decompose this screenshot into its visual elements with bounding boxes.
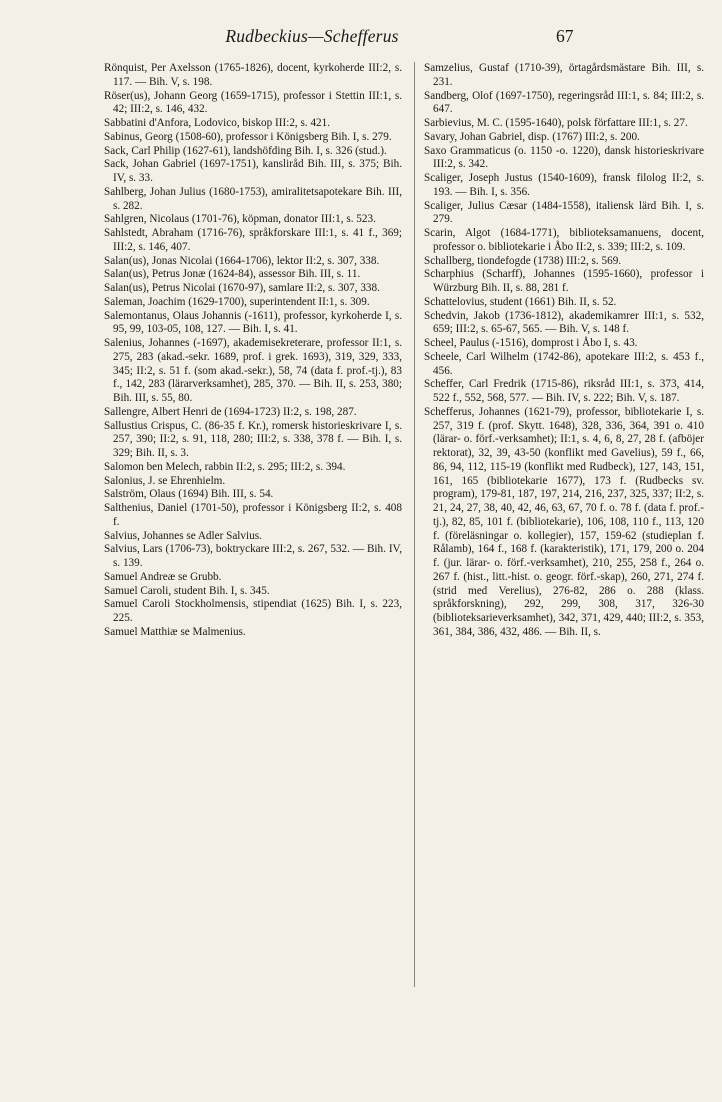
left-column [104,62,402,640]
index-entry: Samuel Caroli, student Bih. I, s. 345. [104,584,270,597]
index-entry: Schefferus, Johannes (1621-79), professor, bibliotekarie I, s. 257, 319 f. (prof. Skytt. 1648), 328, 336, 364, 391 o. 410 (lärar- o. förf.-verksamhet); II:1, s. 4, 6, 8, 27, 28 f. (afböjer rektorat), 32, 39, 43-50 (konflikt med Gavelius), 59 f., 66, 86, 94, 112, 115-19 (konflikt med Rudbeck), 127, 143, 151, 161, 165 (bibliotekarie 1677), 173 f. (Rudbecks sv. program), 179-81, 187, 197, 214, 216, 237, 325, 337; II:2, s. 21, 24, 27, 38, 40, 42, 46, 63, 67, 70 f. o. 78 f. (data f. prof.-tj.), 82, 85, 101 f. (bibliotekarie), 106, 108, 110 f., 113, 120 f. (föreläsningar o. kollegier), 157, 159-62 (studieplan f. Rålamb), 164 f., 168 f. (karakteristik), 171, 179, 200 o. 204 f. (jur. lärar- o. förf.-verksamhet), 210, 255, 258 f., 264 o. 267 f. (hist., litt.-hist. o. geogr. förf.-skap), 260, 271, 274 f. (strid med Verelius), 276-82, 286 o. 288 (klass. språkforskning), 292, 299, 308, 317, 326-30 (biblioteksarieverksamhet), 342, 371, 429, 440; III:2, s. 353, 361, 384, 386, 432, 486. — Bih. II, s. [424,405,704,638]
index-entry: Savary, Johan Gabriel, disp. (1767) III:2, s. 200. [424,130,640,143]
index-entry: Sabbatini d'Anfora, Lodovico, biskop III:2, s. 421. [104,117,331,129]
column-divider [414,62,415,987]
index-entry: Röser(us), Johann Georg (1659-1715), professor i Stettin III:1, s. 42; III:2, s. 146, 432. [104,89,402,116]
index-entry: Scheffer, Carl Fredrik (1715-86), riksråd III:1, s. 373, 414, 522 f., 552, 568, 577. — Bih. IV, s. 222; Bih. V, s. 187. [424,378,704,404]
index-entry: Samuel Andreæ se Grubb. [104,570,222,583]
index-entry: Salenius, Johannes (-1697), akademisekreterare, professor II:1, s. 275, 283 (akad.-sekr. 1689, prof. i grek. 1693), 319, 329, 333, 345; II:2, s. 51 f. (som akad.-sekr.), 58, 74 (data f. prof.-tj.), 83 f., 142, 283 (lärarverksamhet), 285, 370. — Bih. II, s. 253, 380; Bih. III, s. 55, 80. [104,337,402,404]
index-entry: Salström, Olaus (1694) Bih. III, s. 54. [104,488,274,501]
index-entry: Sallustius Crispus, C. (86-35 f. Kr.), romersk historieskrivare I, s. 257, 390; II:2, s. 91, 118, 280; III:2, s. 338, 378 f. — Bih. I, s. 329; Bih. II, s. 3. [104,419,402,459]
index-entry: Sack, Johan Gabriel (1697-1751), kansliråd Bih. III, s. 375; Bih. IV, s. 33. [104,158,402,184]
index-entry: Scharphius (Scharff), Johannes (1595-1660), professor i Würzburg Bih. II, s. 88, 281 f. [424,268,704,294]
index-entry: Saleman, Joachim (1629-1700), superintendent II:1, s. 309. [104,295,370,308]
index-entry: Sack, Carl Philip (1627-61), landshöfding Bih. I, s. 326 (stud.). [104,144,387,157]
index-entry: Rönquist, Per Axelsson (1765-1826), docent, kyrkoherde III:2, s. 117. — Bih. V, s. 198. [104,62,402,88]
index-entry: Salvius, Johannes se Adler Salvius. [104,529,262,542]
right-column [424,62,704,640]
index-entry: Salomon ben Melech, rabbin II:2, s. 295; III:2, s. 394. [104,460,346,473]
index-entry: Samzelius, Gustaf (1710-39), örtagårdsmästare Bih. III, s. 231. [424,62,704,88]
running-title: Rudbeckius—Schefferus [225,26,399,46]
index-entry: Sallengre, Albert Henri de (1694-1723) II:2, s. 198, 287. [104,405,357,418]
index-entry: Sabinus, Georg (1508-60), professor i Königsberg Bih. I, s. 279. [104,130,392,143]
index-entry: Schattelovius, student (1661) Bih. II, s. 52. [424,295,617,308]
index-entry: Salan(us), Petrus Nicolai (1670-97), samlare II:2, s. 307, 338. [104,282,380,294]
index-entry: Saxo Grammaticus (o. 1150 -o. 1220), dansk historieskrivare III:2, s. 342. [424,144,704,171]
index-entry: Sarbievius, M. C. (1595-1640), polsk författare III:1, s. 27. [424,117,688,129]
running-header [0,26,722,50]
index-entry: Salan(us), Petrus Jonæ (1624-84), assessor Bih. III, s. 11. [104,268,361,281]
page-number: 67 [556,26,574,46]
index-entry: Salvius, Lars (1706-73), boktryckare III:2, s. 267, 532. — Bih. IV, s. 139. [104,543,402,569]
index-entry: Scheel, Paulus (-1516), domprost i Åbo I, s. 43. [424,337,638,349]
index-entry: Sandberg, Olof (1697-1750), regeringsråd III:1, s. 84; III:2, s. 647. [424,89,704,116]
index-entry: Sahlgren, Nicolaus (1701-76), köpman, donator III:1, s. 523. [104,213,376,226]
index-entry: Salthenius, Daniel (1701-50), professor i Königsberg II:2, s. 408 f. [104,502,402,528]
index-entry: Samuel Matthiæ se Malmenius. [104,625,246,638]
index-entry: Sahlstedt, Abraham (1716-76), språkforskare III:1, s. 41 f., 369; III:2, s. 146, 407. [104,227,402,253]
index-entry: Sahlberg, Johan Julius (1680-1753), amiralitetsapotekare Bih. III, s. 282. [104,185,402,212]
index-columns [104,62,704,1062]
index-entry: Scaliger, Joseph Justus (1540-1609), fransk filolog II:2, s. 193. — Bih. I, s. 356. [424,172,704,198]
index-entry: Samuel Caroli Stockholmensis, stipendiat (1625) Bih. I, s. 223, 225. [104,598,402,624]
index-entry: Salemontanus, Olaus Johannis (-1611), professor, kyrkoherde I, s. 95, 99, 103-05, 108, 127. — Bih. I, s. 41. [104,309,402,336]
index-entry: Schedvin, Jakob (1736-1812), akademikamrer III:1, s. 532, 659; III:2, s. 65-67, 565. — Bih. V, s. 148 f. [424,309,704,336]
index-entry: Salonius, J. se Ehrenhielm. [104,474,226,487]
index-entry: Scheele, Carl Wilhelm (1742-86), apotekare III:2, s. 453 f., 456. [424,350,704,377]
index-entry: Scaliger, Julius Cæsar (1484-1558), italiensk lärd Bih. I, s. 279. [424,199,704,226]
index-entry: Scarin, Algot (1684-1771), biblioteksamanuens, docent, professor o. bibliotekarie i Åbo II:2, s. 339; III:2, s. 109. [424,227,704,253]
index-entry: Salan(us), Jonas Nicolai (1664-1706), lektor II:2, s. 307, 338. [104,254,380,267]
index-entry: Schallberg, tiondefogde (1738) III:2, s. 569. [424,254,622,267]
